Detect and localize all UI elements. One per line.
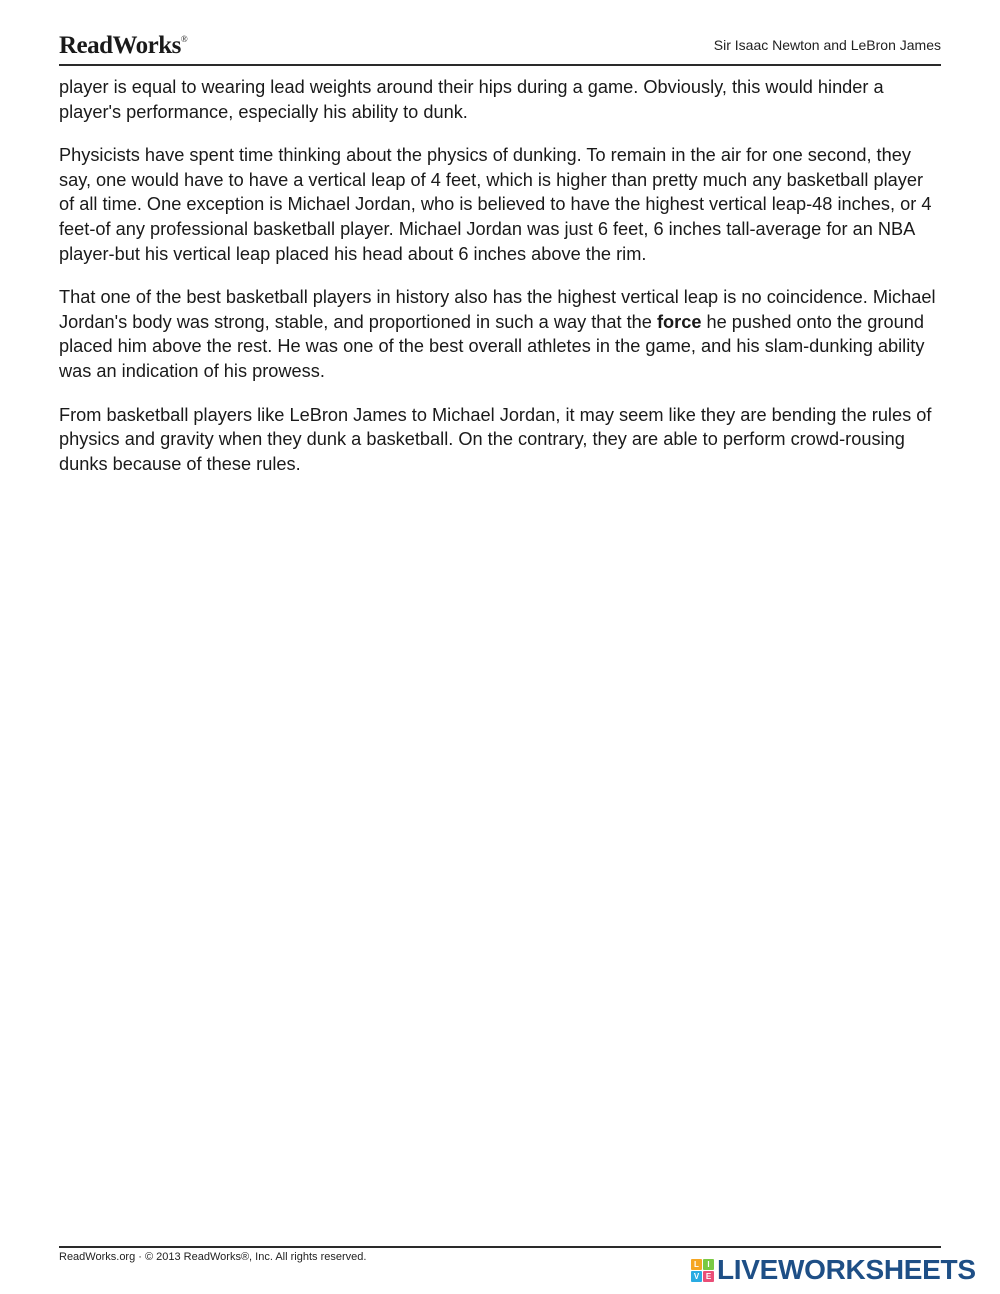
- logo-text: ReadWorks: [59, 32, 181, 59]
- footer-divider: [59, 1246, 941, 1248]
- liveworksheets-brand[interactable]: [691, 1254, 976, 1286]
- paragraph-3: [59, 285, 943, 383]
- logo-tile-e: E: [703, 1271, 714, 1282]
- readworks-logo: [59, 32, 187, 60]
- logo-registered-mark: ®: [180, 34, 188, 44]
- paragraph-3-end: he pushed onto the ground placed him above the rest. He was one of the best overall athletes in the game, and his slam-dunking ability was an indication of his prowess.: [59, 311, 925, 381]
- paragraph-3-start: That one of the best basketball players in history also has the highest vertical leap is no coincidence. Michael Jordan's body was strong, stable, and proportioned in such a way that the: [59, 287, 936, 332]
- page-header: [59, 28, 941, 66]
- document-title: Sir Isaac Newton and LeBron James: [713, 37, 941, 53]
- copyright-notice: ReadWorks.org · © 2013 ReadWorks®, Inc. All rights reserved.: [59, 1251, 367, 1263]
- logo-tile-v: V: [691, 1271, 702, 1282]
- article-body: [59, 75, 943, 495]
- logo-tile-i: I: [703, 1259, 714, 1270]
- vocabulary-term-force: force: [656, 311, 702, 332]
- liveworksheets-wordmark: LIVEWORKSHEETS: [717, 1254, 976, 1285]
- paragraph-2: Physicists have spent time thinking about the physics of dunking. To remain in the air for one second, they say, one would have to have a vertical leap of 4 feet, which is higher than pretty much any basketball player of all time. One exception is Michael Jordan, who is believed to have the highest vertical leap-48 inches, or 4 feet-of any professional basketball player. Michael Jordan was just 6 feet, 6 inches tall-average for an NBA player-but his vertical leap placed his head about 6 inches above the rim.: [59, 145, 932, 264]
- paragraph-1: player is equal to wearing lead weights around their hips during a game. Obviously, this would hinder a player's performance, especially his ability to dunk.: [59, 77, 884, 122]
- paragraph-4: From basketball players like LeBron James to Michael Jordan, it may seem like they are bending the rules of physics and gravity when they dunk a basketball. On the contrary, they are able to perform crowd-rousing dunks because of these rules.: [59, 404, 932, 474]
- liveworksheets-logo-icon: [691, 1259, 714, 1282]
- logo-tile-l: L: [691, 1259, 702, 1270]
